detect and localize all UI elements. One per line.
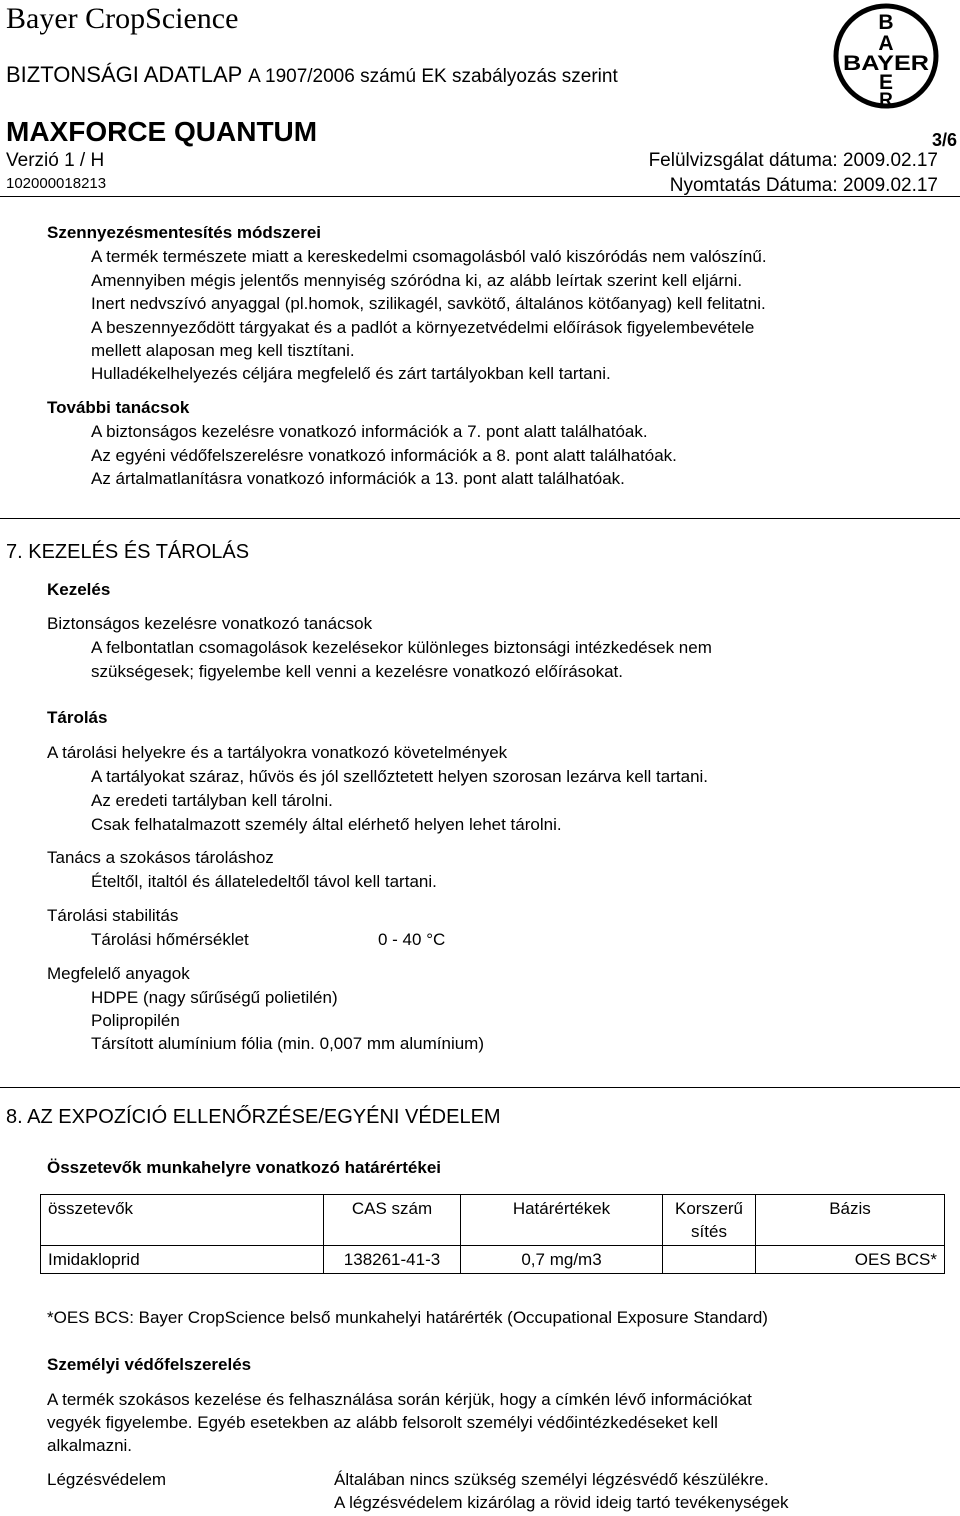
logo-word: BAYER bbox=[843, 52, 929, 75]
review-date: Felülvizsgálat dátuma: 2009.02.17 bbox=[648, 150, 938, 171]
handling-heading: Kezelés bbox=[47, 580, 111, 599]
text-line: A biztonságos kezelésre vonatkozó információk a 7. pont alatt találhatóak. bbox=[91, 422, 648, 441]
table-row bbox=[41, 1246, 945, 1274]
regulation: A 1907/2006 számú EK szabályozás szerint bbox=[248, 66, 618, 87]
section-7-title: 7. KEZELÉS ÉS TÁROLÁS bbox=[6, 541, 250, 563]
print-date: Nyomtatás Dátuma: 2009.02.17 bbox=[669, 175, 938, 196]
document-type bbox=[6, 62, 618, 88]
advice-heading: További tanácsok bbox=[47, 398, 190, 417]
ppe-heading: Személyi védőfelszerelés bbox=[47, 1355, 252, 1374]
text-line: Ételtől, italtól és állateledeltől távol kell tartani. bbox=[91, 872, 437, 891]
text-line: Inert nedvszívó anyaggal (pl.homok, szilikagél, savkötő, általános kötőanyag) kell felitatni. bbox=[91, 294, 766, 313]
sds-title: BIZTONSÁGI ADATLAP bbox=[6, 62, 242, 87]
text-line: A légzésvédelem kizárólag a rövid ideig tartó tevékenységek bbox=[334, 1493, 789, 1512]
section-divider bbox=[0, 518, 960, 519]
logo-letter: A bbox=[878, 32, 894, 55]
respiratory-label: Légzésvédelem bbox=[47, 1470, 167, 1489]
text-line: vegyék figyelembe. Egyéb esetekben az alább felsorolt személyi védőintézkedéseket kell bbox=[47, 1413, 718, 1432]
text-line: szükségesek; figyelembe kell venni a kezelésre vonatkozó előírásokat. bbox=[91, 662, 624, 681]
text-line: Az egyéni védőfelszerelésre vonatkozó információk a 8. pont alatt találhatóak. bbox=[91, 446, 677, 465]
text-line: Polipropilén bbox=[91, 1011, 180, 1030]
text-line: alkalmazni. bbox=[47, 1436, 133, 1455]
subheading: A tárolási helyekre és a tartályokra vonatkozó követelmények bbox=[47, 743, 508, 762]
subheading: Tanács a szokásos tároláshoz bbox=[47, 848, 274, 867]
table-header-cell: Korszerű sítés bbox=[663, 1195, 756, 1246]
text-line: A tartályokat száraz, hűvös és jól szellőztetett helyen szorosan lezárva kell tartani. bbox=[91, 767, 709, 786]
table-header-cell: CAS szám bbox=[324, 1195, 461, 1246]
subheading: Tárolási stabilitás bbox=[47, 906, 179, 925]
section-divider bbox=[0, 1087, 960, 1088]
text-line: Hulladékelhelyezés céljára megfelelő és zárt tartályokban kell tartani. bbox=[91, 364, 611, 383]
text-line: Az ártalmatlanításra vonatkozó információk a 13. pont alatt találhatóak. bbox=[91, 469, 625, 488]
header-divider bbox=[0, 196, 960, 197]
text-line: mellett alaposan meg kell tisztítani. bbox=[91, 341, 355, 360]
page-number: 3/6 bbox=[931, 130, 957, 150]
text-line: Csak felhatalmazott személy által elérhető helyen lehet tárolni. bbox=[91, 815, 562, 834]
text-line: A beszennyeződött tárgyakat és a padlót a környezetvédelmi előírások figyelembevétele bbox=[91, 318, 755, 337]
table-cell: 138261-41-3 bbox=[324, 1246, 461, 1274]
storage-temp-label: Tárolási hőmérséklet bbox=[91, 930, 249, 949]
table-cell: OES BCS* bbox=[756, 1246, 945, 1274]
product-name: MAXFORCE QUANTUM bbox=[6, 116, 318, 147]
company-name: Bayer CropScience bbox=[6, 2, 239, 35]
text-line: A felbontatlan csomagolások kezelésekor különleges biztonsági intézkedések nem bbox=[91, 638, 712, 657]
storage-temp-value: 0 - 40 °C bbox=[378, 930, 446, 949]
table-cell: Imidakloprid bbox=[41, 1246, 324, 1274]
version: Verzió 1 / H bbox=[6, 150, 105, 171]
section-8-title: 8. AZ EXPOZÍCIÓ ELLENŐRZÉSE/EGYÉNI VÉDELEM bbox=[6, 1106, 501, 1128]
cleanup-heading: Szennyezésmentesítés módszerei bbox=[47, 223, 322, 242]
text-line: Az eredeti tartályban kell tárolni. bbox=[91, 791, 333, 810]
subheading: Biztonságos kezelésre vonatkozó tanácsok bbox=[47, 614, 373, 633]
table-cell: 0,7 mg/m3 bbox=[461, 1246, 663, 1274]
text-line: Általában nincs szükség személyi légzésvédő készülékre. bbox=[334, 1470, 769, 1489]
logo-letter: B bbox=[878, 11, 894, 34]
document-number: 102000018213 bbox=[6, 175, 107, 192]
subheading: Megfelelő anyagok bbox=[47, 964, 190, 983]
footnote: *OES BCS: Bayer CropScience belső munkahelyi határérték (Occupational Exposure Standard) bbox=[47, 1308, 768, 1327]
text-line: A termék szokásos kezelése és felhasználása során kérjük, hogy a címkén lévő információkat bbox=[47, 1390, 752, 1409]
storage-heading: Tárolás bbox=[47, 708, 108, 727]
logo-letter: E bbox=[878, 71, 894, 94]
logo-letter: R bbox=[879, 90, 893, 110]
table-header-row bbox=[41, 1195, 945, 1246]
table-header-cell: összetevők bbox=[41, 1195, 324, 1246]
text-line: HDPE (nagy sűrűségű polietilén) bbox=[91, 988, 338, 1007]
exposure-limits-table bbox=[40, 1194, 945, 1274]
table-header-cell: Határértékek bbox=[461, 1195, 663, 1246]
text-line: A termék természete miatt a kereskedelmi csomagolásból való kiszóródás nem valószínű. bbox=[91, 247, 767, 266]
text-line: Amennyiben mégis jelentős mennyiség szóródna ki, az alább leírtak szerint kell eljárni. bbox=[91, 271, 743, 290]
text-line: Társított alumínium fólia (min. 0,007 mm alumínium) bbox=[91, 1034, 485, 1053]
table-cell bbox=[663, 1246, 756, 1274]
bayer-cross-logo bbox=[832, 2, 940, 110]
limits-heading: Összetevők munkahelyre vonatkozó határértékei bbox=[47, 1158, 441, 1177]
table-header-cell: Bázis bbox=[756, 1195, 945, 1246]
